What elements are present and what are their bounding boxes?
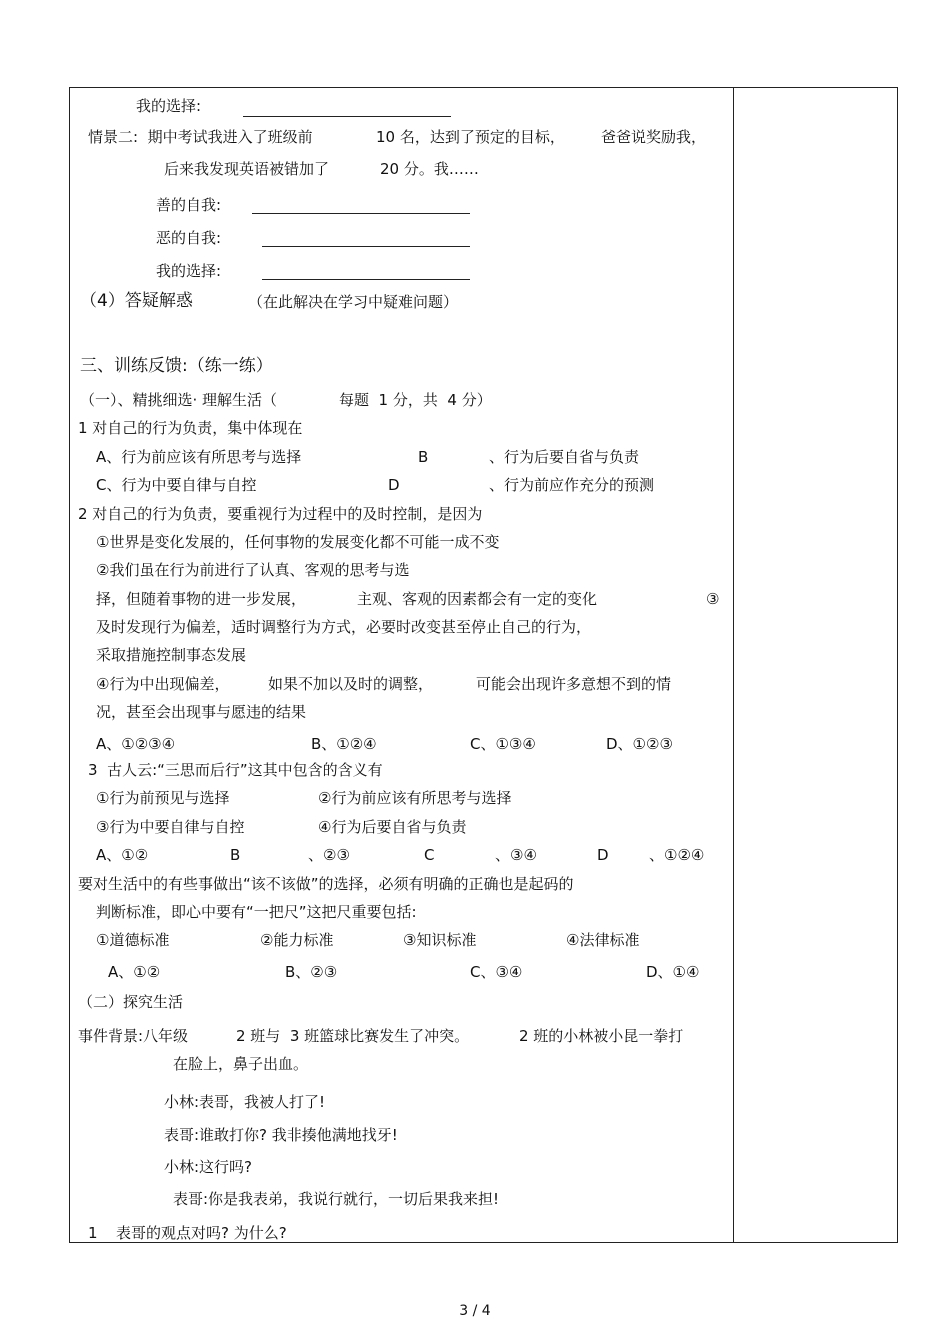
q3-option-c: 、③④ bbox=[495, 846, 537, 864]
q2-option-b: B、①②④ bbox=[311, 735, 377, 753]
q2-statement-4-b: 如果不加以及时的调整， bbox=[268, 675, 434, 693]
q2-statement-2: ②我们虽在行为前进行了认真、客观的思考与选 bbox=[96, 561, 410, 579]
q4-option-b: B、②③ bbox=[285, 963, 338, 981]
my-choice-label-1: 我的选择: bbox=[136, 97, 202, 115]
qa-note: （在此解决在学习中疑难问题） bbox=[248, 293, 459, 311]
q1-option-a: A、行为前应该有所思考与选择 bbox=[96, 448, 302, 466]
dialogue-line-1: 小林:表哥，我被人打了! bbox=[164, 1093, 326, 1111]
my-choice-blank-1[interactable] bbox=[243, 116, 451, 117]
question-4: 要对生活中的有些事做出“该不该做”的选择，必须有明确的正确也是起码的 bbox=[78, 875, 574, 893]
q4-option-a: A、①② bbox=[108, 963, 161, 981]
event-background-b: 2 班与 3 班篮球比赛发生了冲突。 bbox=[236, 1027, 470, 1045]
dialogue-line-3: 小林:这行吗? bbox=[164, 1158, 253, 1176]
q4-option-d: D、①④ bbox=[646, 963, 700, 981]
dialogue-line-4: 表哥:你是我表弟，我说行就行，一切后果我来担! bbox=[173, 1190, 500, 1208]
my-choice-blank-2[interactable] bbox=[262, 279, 470, 280]
event-background-cont: 在脸上，鼻子出血。 bbox=[173, 1055, 309, 1073]
table-column-divider bbox=[733, 87, 734, 1243]
q3-option-b: 、②③ bbox=[308, 846, 350, 864]
q2-statement-4-c: 可能会出现许多意想不到的情 bbox=[476, 675, 672, 693]
scenario-two-text-2: 10 名，达到了预定的目标， bbox=[376, 128, 565, 146]
good-self-blank[interactable] bbox=[252, 213, 470, 214]
q2-statement-4-cont: 况，甚至会出现事与愿违的结果 bbox=[96, 703, 307, 721]
part-two-heading: （二）探究生活 bbox=[78, 993, 184, 1011]
q2-option-d: D、①②③ bbox=[606, 735, 673, 753]
page-number: 3 / 4 bbox=[459, 1303, 491, 1319]
question-2: 2 对自己的行为负责，要重视行为过程中的及时控制，是因为 bbox=[78, 505, 483, 523]
q2-statement-4: ④行为中出现偏差， bbox=[96, 675, 230, 693]
follow-up-question-number: 1 bbox=[88, 1224, 98, 1242]
q3-option-d-letter: D bbox=[597, 846, 609, 864]
q3-statement-1: ①行为前预见与选择 bbox=[96, 789, 230, 807]
q2-statement-1: ①世界是变化发展的，任何事物的发展变化都不可能一成不变 bbox=[96, 533, 500, 551]
part-one-heading: （一）、精挑细选· 理解生活（ bbox=[80, 391, 278, 409]
q2-statement-2-cont: 择，但随着事物的进一步发展， bbox=[96, 590, 307, 608]
q2-option-c: C、①③④ bbox=[470, 735, 536, 753]
q2-statement-3: 及时发现行为偏差，适时调整行为方式，必要时改变甚至停止自己的行为， bbox=[96, 618, 592, 636]
q4-statement-2: ②能力标准 bbox=[260, 931, 334, 949]
q4-statement-1: ①道德标准 bbox=[96, 931, 170, 949]
event-background: 事件背景:八年级 bbox=[78, 1027, 189, 1045]
q3-statement-2: ②行为前应该有所思考与选择 bbox=[318, 789, 512, 807]
q1-option-c: C、行为中要自律与自控 bbox=[96, 476, 257, 494]
q1-option-b-letter: B bbox=[418, 448, 429, 466]
q4-statement-3: ③知识标准 bbox=[403, 931, 477, 949]
bad-self-label: 恶的自我: bbox=[156, 229, 222, 247]
q3-option-b-letter: B bbox=[230, 846, 241, 864]
q3-option-c-letter: C bbox=[424, 846, 435, 864]
dialogue-line-2: 表哥:谁敢打你? 我非揍他满地找牙! bbox=[164, 1126, 398, 1144]
scenario-two-cont-2: 20 分。我…… bbox=[380, 160, 479, 178]
my-choice-label-2: 我的选择: bbox=[156, 262, 222, 280]
qa-heading: （4）答疑解惑 bbox=[80, 291, 193, 311]
question-4-cont: 判断标准，即心中要有“一把尺”这把尺重要包括: bbox=[96, 903, 417, 921]
q3-statement-4: ④行为后要自省与负责 bbox=[318, 818, 467, 836]
q3-option-d: 、①②④ bbox=[649, 846, 705, 864]
event-background-c: 2 班的小林被小昆一拳打 bbox=[519, 1027, 684, 1045]
q1-option-b: 、行为后要自省与负责 bbox=[489, 448, 640, 466]
q2-statement-3-cont: 采取措施控制事态发展 bbox=[96, 646, 247, 664]
q2-statement-3-marker: ③ bbox=[706, 590, 720, 608]
follow-up-question: 表哥的观点对吗? 为什么? bbox=[116, 1224, 287, 1242]
scenario-two-text-3: 爸爸说奖励我， bbox=[601, 128, 707, 146]
q4-option-c: C、③④ bbox=[470, 963, 523, 981]
question-3: 3 古人云:“三思而后行”这其中包含的含义有 bbox=[88, 761, 383, 779]
question-1: 1 对自己的行为负责，集中体现在 bbox=[78, 419, 303, 437]
q1-option-d-letter: D bbox=[388, 476, 400, 494]
q1-option-d: 、行为前应作充分的预测 bbox=[489, 476, 655, 494]
q2-option-a: A、①②③④ bbox=[96, 735, 176, 753]
scenario-two-text: 情景二: 期中考试我进入了班级前 bbox=[88, 128, 313, 146]
good-self-label: 善的自我: bbox=[156, 196, 222, 214]
q4-statement-4: ④法律标准 bbox=[566, 931, 640, 949]
section-three-heading: 三、训练反馈:（练一练） bbox=[80, 356, 273, 376]
q3-statement-3: ③行为中要自律与自控 bbox=[96, 818, 245, 836]
part-one-scoring: 每题 1 分，共 4 分） bbox=[339, 391, 492, 409]
q2-statement-2-cont-b: 主观、客观的因素都会有一定的变化 bbox=[357, 590, 598, 608]
scenario-two-cont: 后来我发现英语被错加了 bbox=[164, 160, 330, 178]
q3-option-a: A、①② bbox=[96, 846, 149, 864]
bad-self-blank[interactable] bbox=[262, 246, 470, 247]
